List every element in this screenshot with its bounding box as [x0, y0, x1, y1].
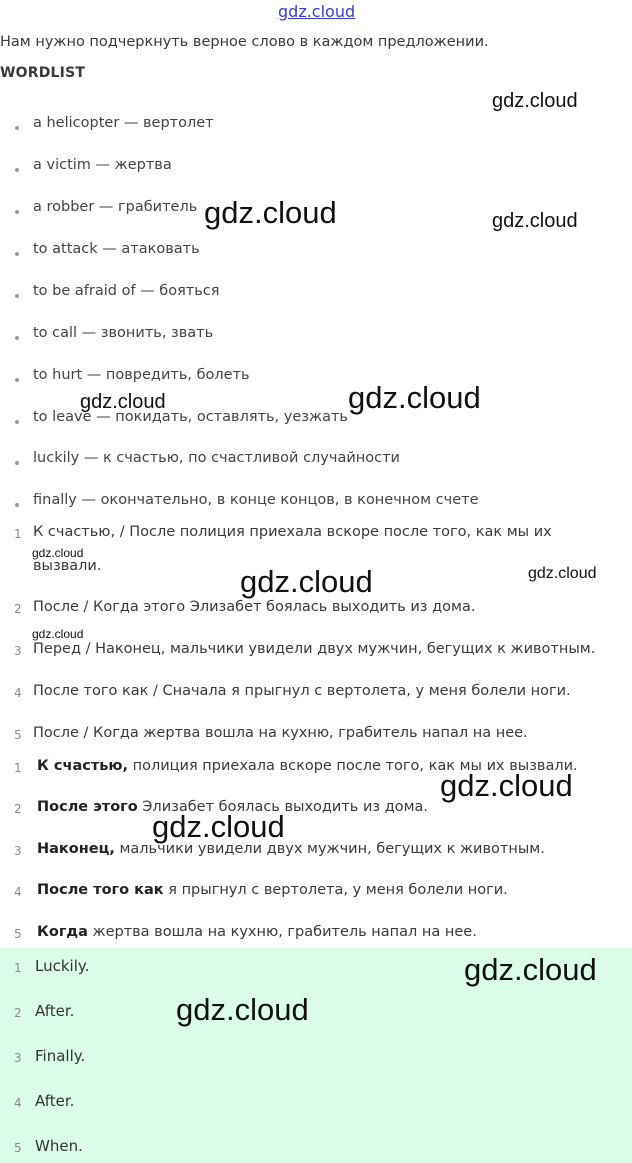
answer-number: 1: [14, 961, 22, 975]
bullet-icon: [15, 126, 19, 130]
translation-rest: полиция приехала вскоре после того, как мы их вызвали.: [128, 758, 578, 774]
watermark: gdz.cloud: [80, 391, 166, 413]
wordlist-entry: a helicopter — вертолет: [33, 115, 214, 131]
question-text: После / Когда этого Элизабет боялась выходить из дома.: [33, 599, 476, 615]
answer-number: 5: [14, 1141, 22, 1155]
answer-text: When.: [35, 1137, 83, 1155]
watermark: gdz.cloud: [204, 195, 337, 230]
wordlist-entry: a robber — грабитель: [33, 199, 198, 215]
bullet-icon: [15, 168, 19, 172]
bullet-icon: [15, 461, 19, 465]
highlighted-word: Наконец,: [37, 841, 115, 857]
bullet-icon: [15, 210, 19, 214]
translation-rest: жертва вошла на кухню, грабитель напал на нее.: [87, 924, 477, 940]
wordlist-entry: to attack — атаковать: [33, 241, 200, 257]
watermark: gdz.cloud: [492, 90, 578, 112]
highlighted-word: После того как: [37, 882, 164, 898]
answer-number: 2: [14, 1006, 22, 1020]
watermark: gdz.cloud: [240, 564, 373, 599]
watermark: gdz.cloud: [176, 992, 309, 1027]
wordlist-entry: to leave — покидать, оставлять, уезжать: [33, 409, 348, 425]
watermark: gdz.cloud: [528, 565, 597, 582]
answer-text: After.: [35, 1092, 75, 1110]
site-link[interactable]: gdz.cloud: [278, 2, 356, 21]
watermark: gdz.cloud: [32, 546, 84, 560]
watermark: gdz.cloud: [492, 210, 578, 232]
wordlist-title: WORDLIST: [0, 65, 86, 81]
question-text: После / Когда жертва вошла на кухню, грабитель напал на нее.: [33, 725, 528, 741]
translation-number: 4: [14, 885, 22, 899]
bullet-icon: [15, 294, 19, 298]
watermark: gdz.cloud: [440, 768, 573, 803]
wordlist-entry: a victim — жертва: [33, 157, 172, 173]
question-text: Перед / Наконец, мальчики увидели двух мужчин, бегущих к животным.: [33, 641, 596, 657]
highlighted-word: К счастью,: [37, 758, 129, 774]
question-number: 3: [14, 644, 22, 658]
highlighted-word: После этого: [37, 799, 138, 815]
translation-number: 2: [14, 802, 22, 816]
translation-rest: Элизабет боялась выходить из дома.: [137, 799, 429, 815]
wordlist-entry: to be afraid of — бояться: [33, 283, 220, 299]
bullet-icon: [15, 420, 19, 424]
intro-text: Нам нужно подчеркнуть верное слово в каждом предложении.: [0, 34, 489, 50]
translation-text: [37, 841, 545, 857]
question-number: 5: [14, 728, 22, 742]
translation-number: 1: [14, 761, 22, 775]
wordlist-entry: finally — окончательно, в конце концов, в конечном счете: [33, 492, 479, 508]
translation-text: [37, 924, 477, 940]
wordlist-entry: to call — звонить, звать: [33, 325, 214, 341]
question-text: К счастью, / После полиция приехала вскоре после того, как мы их: [33, 524, 552, 540]
watermark: gdz.cloud: [348, 380, 481, 415]
question-number: 2: [14, 602, 22, 616]
watermark: gdz.cloud: [152, 809, 285, 844]
question-text-continued: вызвали.: [33, 558, 102, 574]
question-text: После того как / Сначала я прыгнул с вертолета, у меня болели ноги.: [33, 683, 571, 699]
highlighted-word: Когда: [37, 924, 88, 940]
translation-rest: я прыгнул с вертолета, у меня болели ноги.: [163, 882, 508, 898]
answer-text: After.: [35, 1002, 75, 1020]
bullet-icon: [15, 503, 19, 507]
wordlist-entry: to hurt — повредить, болеть: [33, 367, 250, 383]
bullet-icon: [15, 378, 19, 382]
translation-number: 3: [14, 844, 22, 858]
wordlist-entry: luckily — к счастью, по счастливой случайности: [33, 450, 400, 466]
question-number: 1: [14, 527, 22, 541]
answer-number: 3: [14, 1051, 22, 1065]
translation-rest: мальчики увидели двух мужчин, бегущих к животным.: [114, 841, 545, 857]
answer-text: Finally.: [35, 1047, 86, 1065]
translation-number: 5: [14, 927, 22, 941]
watermark: gdz.cloud: [32, 627, 84, 641]
bullet-icon: [15, 252, 19, 256]
answer-number: 4: [14, 1096, 22, 1110]
translation-text: [37, 882, 508, 898]
bullet-icon: [15, 336, 19, 340]
answer-text: Luckily.: [35, 957, 90, 975]
question-number: 4: [14, 686, 22, 700]
watermark: gdz.cloud: [464, 952, 597, 987]
